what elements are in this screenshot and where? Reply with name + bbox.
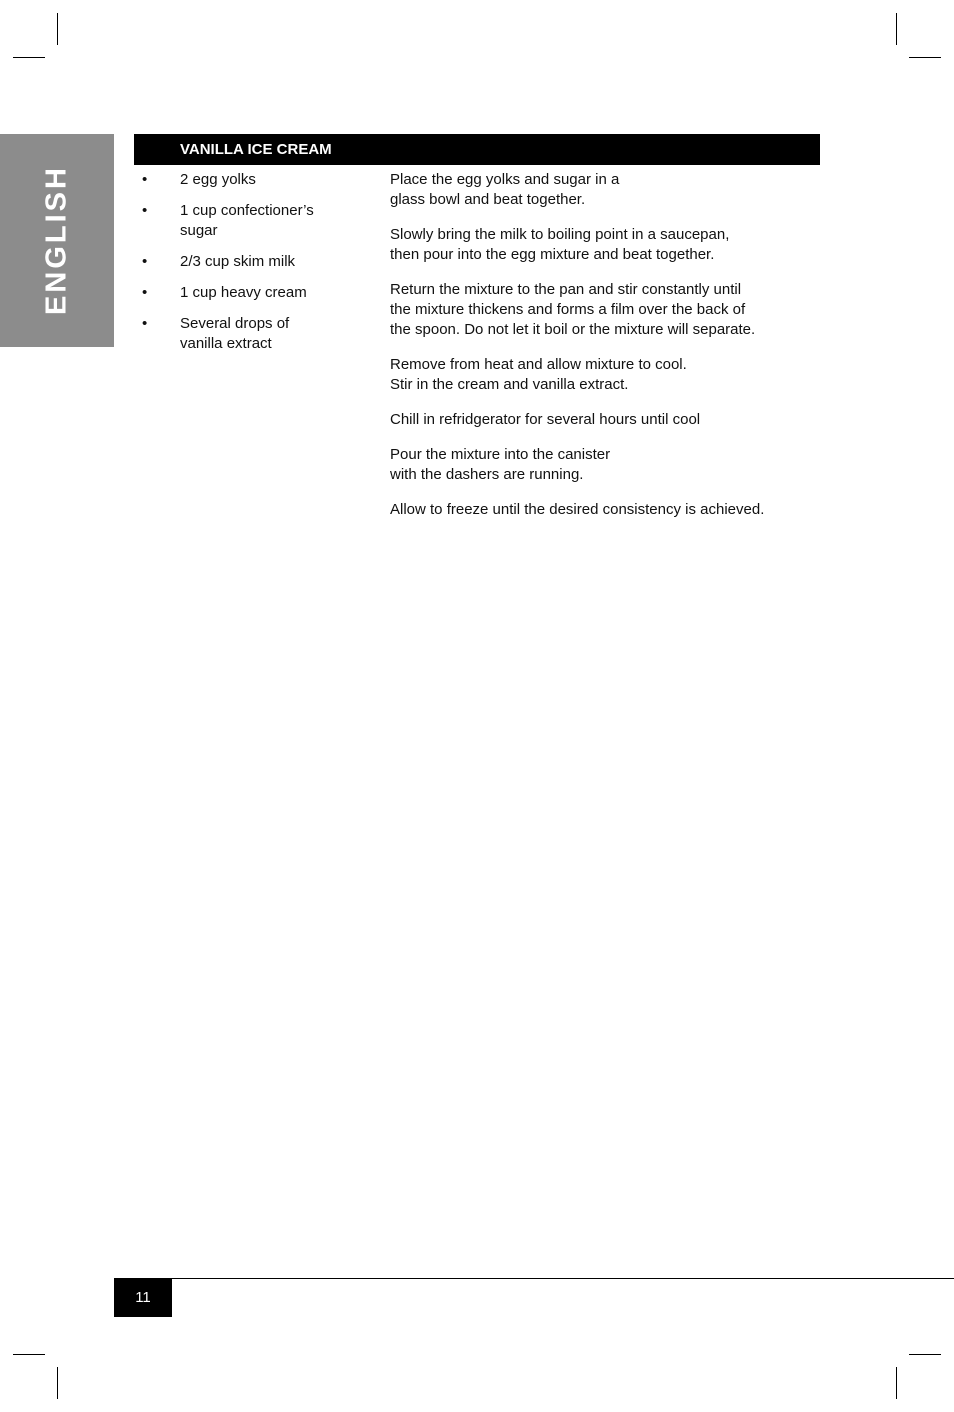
crop-mark xyxy=(57,13,58,45)
ingredient-list xyxy=(134,170,374,365)
instruction-step: Chill in refridgerator for several hours until cool xyxy=(390,411,701,428)
list-item xyxy=(134,201,374,241)
instruction-step: Remove from heat and allow mixture to cool. Stir in the cream and vanilla extract. xyxy=(390,356,687,393)
list-item xyxy=(134,170,374,190)
crop-mark xyxy=(896,1367,897,1399)
list-item xyxy=(134,252,374,272)
page-number: 11 xyxy=(114,1278,172,1317)
crop-mark xyxy=(13,1354,45,1355)
language-label: ENGLISH xyxy=(40,165,73,315)
ingredient-text: 2/3 cup skim milk xyxy=(180,253,296,270)
crop-mark xyxy=(57,1367,58,1399)
bullet: • xyxy=(142,284,148,301)
list-item xyxy=(134,314,374,354)
crop-mark xyxy=(909,57,941,58)
ingredient-text: 2 egg yolks xyxy=(180,171,256,188)
ingredient-text: Several drops of vanilla extract xyxy=(180,315,290,352)
instruction-step: Pour the mixture into the canister with the dashers are running. xyxy=(390,446,611,483)
instruction-step: Return the mixture to the pan and stir constantly until the mixture thickens and forms a film over the back of the spoon. Do not let it boil or the mixture will separate. xyxy=(390,281,756,338)
recipe-title: VANILLA ICE CREAM xyxy=(180,141,332,158)
crop-mark xyxy=(13,57,45,58)
bullet: • xyxy=(142,171,148,188)
bullet: • xyxy=(142,253,148,270)
ingredient-text: 1 cup confectioner’s sugar xyxy=(180,202,314,239)
ingredient-text: 1 cup heavy cream xyxy=(180,284,307,301)
list-item xyxy=(134,283,374,303)
instruction-step: Allow to freeze until the desired consistency is achieved. xyxy=(390,501,765,518)
bullet: • xyxy=(142,202,148,219)
instruction-steps xyxy=(390,170,810,535)
crop-mark xyxy=(909,1354,941,1355)
instruction-step: Slowly bring the milk to boiling point in a saucepan, then pour into the egg mixture and beat together. xyxy=(390,226,730,263)
recipe-title-bar xyxy=(134,134,820,165)
bullet: • xyxy=(142,315,148,332)
crop-mark xyxy=(896,13,897,45)
footer-rule xyxy=(114,1278,954,1279)
instruction-step: Place the egg yolks and sugar in a glass bowl and beat together. xyxy=(390,171,620,208)
